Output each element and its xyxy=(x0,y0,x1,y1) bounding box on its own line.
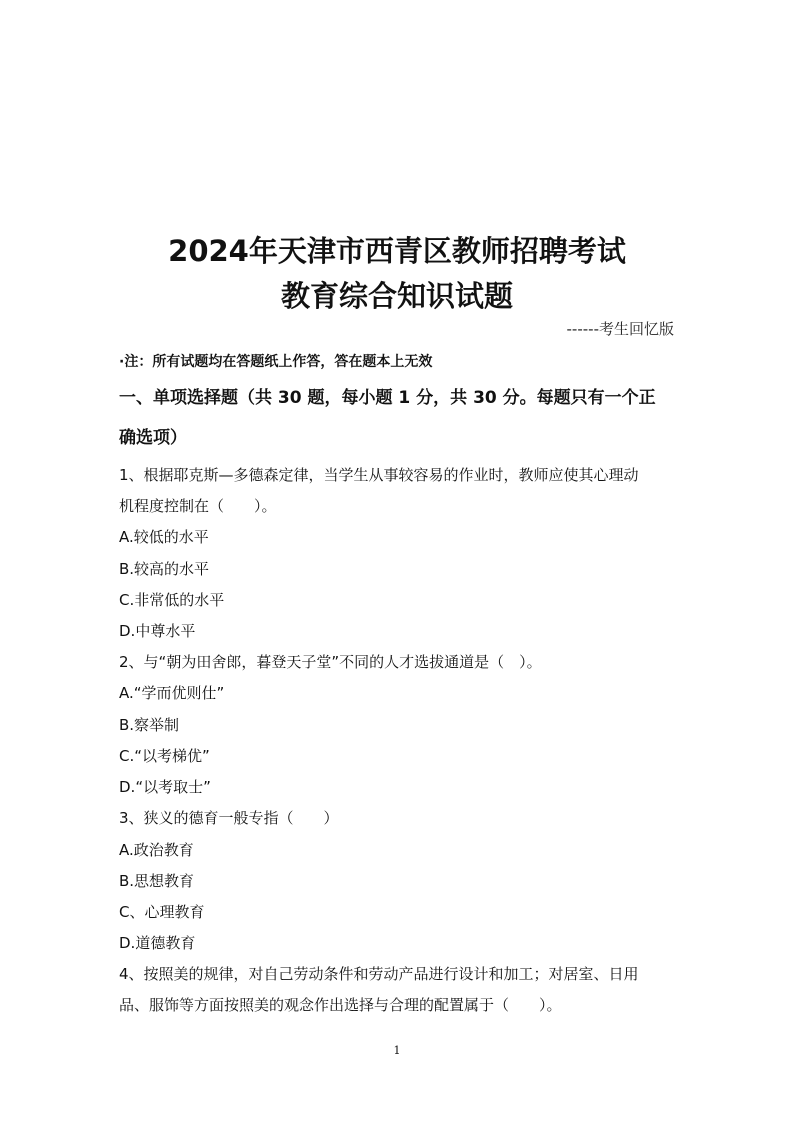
version-label: ------考生回忆版 xyxy=(566,320,674,338)
question-2-option-b: B.察举制 xyxy=(119,716,180,734)
question-1-option-a: A.较低的水平 xyxy=(119,528,209,546)
question-1-option-d: D.中尊水平 xyxy=(119,622,196,640)
question-3-stem: 3、狭义的德育一般专指（ ） xyxy=(119,809,339,827)
question-1-option-c: C.非常低的水平 xyxy=(119,591,225,609)
question-2-option-a: A.“学而优则仕” xyxy=(119,684,225,702)
exam-subtitle: 教育综合知识试题 xyxy=(280,279,513,313)
question-2-option-d: D.“以考取士” xyxy=(119,778,211,796)
question-1-option-b: B.较高的水平 xyxy=(119,560,210,578)
section-heading-line-2: 确选项） xyxy=(119,428,187,448)
question-1-line-1: 1、根据耶克斯—多德森定律，当学生从事较容易的作业时，教师应使其心理动 xyxy=(119,466,639,484)
question-3-option-a: A.政治教育 xyxy=(119,841,194,859)
question-4-line-2: 品、服饰等方面按照美的观念作出选择与合理的配置属于（ ）。 xyxy=(119,996,562,1014)
question-3-option-b: B.思想教育 xyxy=(119,872,195,890)
question-1-line-2: 机程度控制在（ ）。 xyxy=(119,497,277,515)
question-2-option-c: C.“以考梯优” xyxy=(119,747,210,765)
question-3-option-c: C、心理教育 xyxy=(119,903,205,921)
section-heading-line-1: 一、单项选择题（共 30 题，每小题 1 分，共 30 分。每题只有一个正 xyxy=(119,388,656,408)
answer-note: ·注：所有试题均在答题纸上作答，答在题本上无效 xyxy=(119,354,433,370)
question-3-option-d: D.道德教育 xyxy=(119,934,196,952)
question-2-stem: 2、与“朝为田舍郎，暮登天子堂”不同的人才选拔通道是（ ）。 xyxy=(119,653,542,671)
question-4-line-1: 4、按照美的规律，对自己劳动条件和劳动产品进行设计和加工；对居室、日用 xyxy=(119,965,639,983)
page-number: 1 xyxy=(393,1044,401,1057)
exam-title: 2024年天津市西青区教师招聘考试 xyxy=(168,234,626,268)
